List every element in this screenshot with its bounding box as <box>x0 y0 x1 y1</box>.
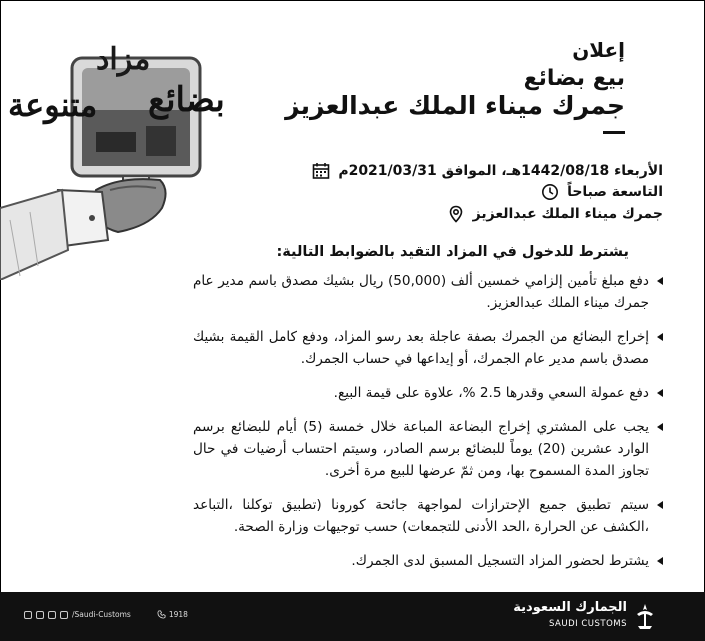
condition-item: يجب على المشتري إخراج البضاعة المباعة خلال خمسة (5) أيام للبضائع برسم الوارد عشرين (20) يوماً للبضائع برسم الصادر، وسيتم احتساب أرضيات في حال تجاوز المدة المسموح بها، ومن ثمّ عرضها للبيع مرة أخرى. <box>193 416 663 482</box>
social-icon[interactable] <box>36 611 44 619</box>
sign-word-various: متنوعة <box>8 86 98 124</box>
calendar-icon <box>312 162 330 180</box>
announcement-title: جمرك ميناء الملك عبدالعزيز <box>285 91 625 120</box>
footer-org-arabic: الجمارك السعودية <box>513 600 627 615</box>
footer-org-english: SAUDI CUSTOMS <box>548 619 627 629</box>
saudi-customs-logo-icon <box>633 602 657 630</box>
auction-time: التاسعة صباحاً <box>567 184 663 200</box>
phone-icon <box>157 610 166 619</box>
sign-word-auction: مزاد <box>96 42 151 77</box>
phone-contact[interactable] <box>157 610 188 619</box>
condition-item: سيتم تطبيق جميع الإحترازات لمواجهة جائحة كورونا (تطبيق توكلنا ،التباعد ،الكشف عن الحرارة ،الحد الأدنى للتجمعات) حسب توجيهات وزارة الصحة. <box>193 494 663 538</box>
announcement-subtitle: بيع بضائع <box>523 66 625 91</box>
auction-illustration <box>0 40 265 280</box>
social-icon[interactable] <box>60 611 68 619</box>
info-date-row <box>312 162 663 180</box>
condition-item: دفع مبلغ تأمين إلزامي خمسين ألف (50,000) ريال بشيك مصدق باسم مدير عام جمرك ميناء الملك عبدالعزيز. <box>193 270 663 314</box>
condition-item: إخراج البضائع من الجمرك بصفة عاجلة بعد رسو المزاد، ودفع كامل القيمة بشيك مصدق باسم مدير عام الجمرك، أو إيداعها في حساب الجمرك. <box>193 326 663 370</box>
conditions-list <box>193 270 663 584</box>
footer-contact <box>24 610 188 619</box>
announcement-label: إعلان <box>572 38 625 62</box>
social-icon[interactable] <box>24 611 32 619</box>
info-time-row <box>541 183 663 201</box>
conditions-heading: يشترط للدخول في المزاد التقيد بالضوابط التالية: <box>276 244 629 260</box>
clock-icon <box>541 183 559 201</box>
title-underline <box>603 131 625 134</box>
sign-word-goods: بضائع <box>148 80 225 120</box>
auction-location: جمرك ميناء الملك عبدالعزيز <box>472 206 663 222</box>
social-handle[interactable]: /Saudi-Customs <box>72 610 131 619</box>
auction-date: الأربعاء 1442/08/18هـ، الموافق 2021/03/31م <box>338 163 663 179</box>
condition-item: دفع عمولة السعي وقدرها 2.5 %، علاوة على قيمة البيع. <box>193 382 663 404</box>
location-pin-icon <box>447 205 465 223</box>
footer-bar <box>0 592 705 641</box>
condition-item: يشترط لحضور المزاد التسجيل المسبق لدى الجمرك. <box>193 550 663 572</box>
social-icon[interactable] <box>48 611 56 619</box>
info-location-row <box>447 205 663 223</box>
phone-number: 1918 <box>168 610 188 619</box>
